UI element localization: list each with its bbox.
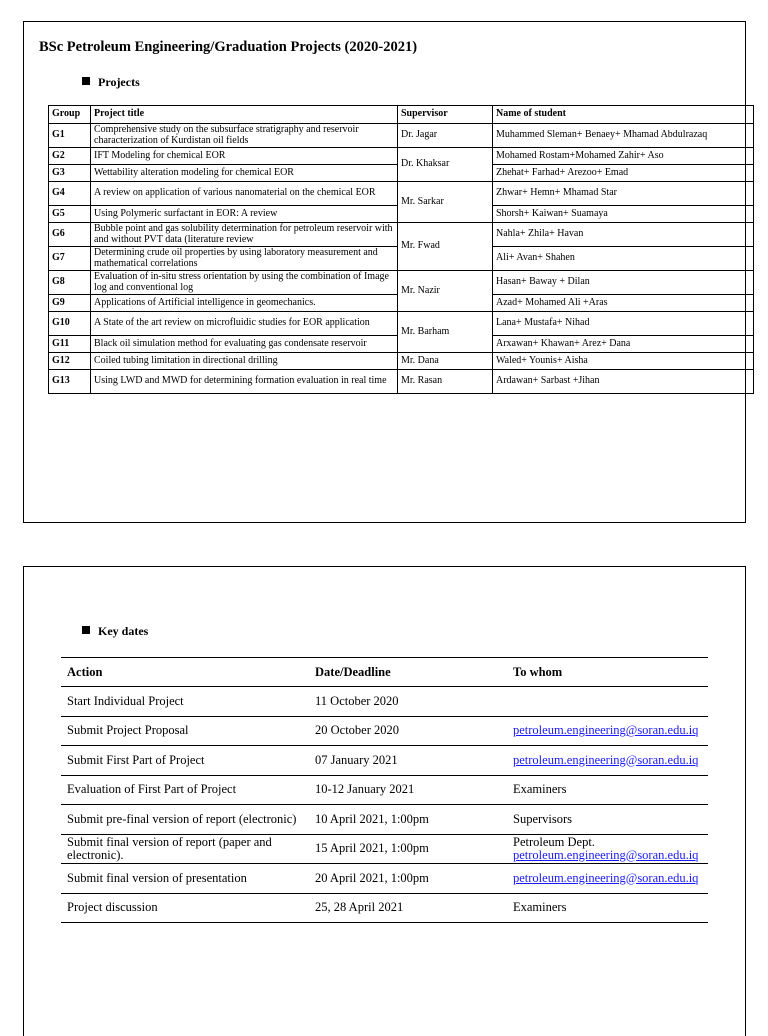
table-row <box>49 223 754 247</box>
title-cell: Using Polymeric surfactant in EOR: A review <box>91 206 398 223</box>
students-cell: Waled+ Younis+ Aisha <box>493 353 754 370</box>
group-cell: G4 <box>49 182 91 206</box>
supervisor-cell: Mr. Nazir <box>398 271 493 312</box>
projects-table <box>48 105 754 394</box>
action-cell: Submit Project Proposal <box>61 716 309 746</box>
students-cell: Nahla+ Zhila+ Havan <box>493 223 754 247</box>
students-cell: Zhehat+ Farhad+ Arezoo+ Emad <box>493 165 754 182</box>
supervisor-cell: Dr. Khaksar <box>398 148 493 182</box>
group-cell: G7 <box>49 247 91 271</box>
date-cell: 07 January 2021 <box>309 746 507 776</box>
key-dates-section-heading <box>82 624 148 639</box>
supervisor-cell: Mr. Rasan <box>398 370 493 394</box>
header-to-whom: To whom <box>507 658 708 687</box>
students-cell: Ali+ Avan+ Shahen <box>493 247 754 271</box>
title-cell: A review on application of various nanomaterial on the chemical EOR <box>91 182 398 206</box>
students-cell: Muhammed Sleman+ Benaey+ Mhamad Abdulrazaq <box>493 124 754 148</box>
group-cell: G2 <box>49 148 91 165</box>
to-whom-cell: Examiners <box>507 775 708 805</box>
group-cell: G12 <box>49 353 91 370</box>
table-row <box>49 182 754 206</box>
title-cell: Black oil simulation method for evaluating gas condensate reservoir <box>91 336 398 353</box>
supervisor-cell: Dr. Jagar <box>398 124 493 148</box>
date-cell: 25, 28 April 2021 <box>309 893 507 923</box>
email-link[interactable]: petroleum.engineering@soran.edu.iq <box>513 870 699 885</box>
students-cell: Ardawan+ Sarbast +Jihan <box>493 370 754 394</box>
group-cell: G11 <box>49 336 91 353</box>
title-cell: Evaluation of in-situ stress orientation by using the combination of Image log and conventional log <box>91 271 398 295</box>
supervisor-cell: Mr. Dana <box>398 353 493 370</box>
table-row <box>61 775 708 805</box>
table-row <box>49 370 754 394</box>
action-cell: Submit final version of presentation <box>61 864 309 894</box>
title-cell: Determining crude oil properties by using laboratory measurement and mathematical correlations <box>91 247 398 271</box>
square-bullet-icon <box>82 77 90 85</box>
to-whom-cell <box>507 864 708 894</box>
to-whom-cell <box>507 716 708 746</box>
group-cell: G9 <box>49 295 91 312</box>
table-row <box>49 353 754 370</box>
key-dates-header <box>61 658 708 687</box>
document-page-2 <box>23 566 746 1036</box>
students-cell: Zhwar+ Hemn+ Mhamad Star <box>493 182 754 206</box>
group-cell: G10 <box>49 312 91 336</box>
supervisor-cell: Mr. Fwad <box>398 223 493 271</box>
action-cell: Submit First Part of Project <box>61 746 309 776</box>
table-row <box>61 864 708 894</box>
title-cell: A State of the art review on microfluidic studies for EOR application <box>91 312 398 336</box>
date-cell: 10 April 2021, 1:00pm <box>309 805 507 835</box>
email-link[interactable]: petroleum.engineering@soran.edu.iq <box>513 752 699 767</box>
table-row <box>49 124 754 148</box>
group-cell: G5 <box>49 206 91 223</box>
title-cell: IFT Modeling for chemical EOR <box>91 148 398 165</box>
title-cell: Applications of Artificial intelligence in geomechanics. <box>91 295 398 312</box>
title-cell: Comprehensive study on the subsurface stratigraphy and reservoir characterization of Kurdistan oil fields <box>91 124 398 148</box>
to-whom-cell <box>507 687 708 717</box>
document-title: BSc Petroleum Engineering/Graduation Projects (2020-2021) <box>39 39 418 55</box>
students-cell: Arxawan+ Khawan+ Arez+ Dana <box>493 336 754 353</box>
table-row <box>49 312 754 336</box>
document-page-1 <box>23 21 746 523</box>
date-cell: 20 April 2021, 1:00pm <box>309 864 507 894</box>
group-cell: G13 <box>49 370 91 394</box>
to-whom-cell: Examiners <box>507 893 708 923</box>
action-cell: Project discussion <box>61 893 309 923</box>
students-cell: Azad+ Mohamed Ali +Aras <box>493 295 754 312</box>
header-project-title: Project title <box>91 106 398 124</box>
table-row <box>61 746 708 776</box>
action-cell: Submit final version of report (paper and electronic). <box>61 834 309 864</box>
header-students: Name of student <box>493 106 754 124</box>
to-whom-cell: Supervisors <box>507 805 708 835</box>
supervisor-cell: Mr. Barham <box>398 312 493 353</box>
projects-section-heading <box>82 75 140 90</box>
action-cell: Submit pre-final version of report (electronic) <box>61 805 309 835</box>
group-cell: G3 <box>49 165 91 182</box>
date-cell: 11 October 2020 <box>309 687 507 717</box>
square-bullet-icon <box>82 626 90 634</box>
date-cell: 20 October 2020 <box>309 716 507 746</box>
title-cell: Coiled tubing limitation in directional drilling <box>91 353 398 370</box>
key-dates-section-label: Key dates <box>98 624 149 638</box>
to-whom-cell <box>507 834 708 864</box>
table-row <box>61 716 708 746</box>
projects-section-label: Projects <box>98 75 140 89</box>
email-link[interactable]: petroleum.engineering@soran.edu.iq <box>513 847 699 862</box>
title-cell: Using LWD and MWD for determining formation evaluation in real time <box>91 370 398 394</box>
to-whom-cell <box>507 746 708 776</box>
email-link[interactable]: petroleum.engineering@soran.edu.iq <box>513 723 699 738</box>
students-cell: Hasan+ Baway + Dilan <box>493 271 754 295</box>
action-cell: Start Individual Project <box>61 687 309 717</box>
students-cell: Shorsh+ Kaiwan+ Suamaya <box>493 206 754 223</box>
students-cell: Lana+ Mustafa+ Nihad <box>493 312 754 336</box>
group-cell: G1 <box>49 124 91 148</box>
header-supervisor: Supervisor <box>398 106 493 124</box>
date-cell: 10-12 January 2021 <box>309 775 507 805</box>
table-row <box>61 834 708 864</box>
supervisor-cell: Mr. Sarkar <box>398 182 493 223</box>
header-date: Date/Deadline <box>309 658 507 687</box>
group-cell: G8 <box>49 271 91 295</box>
table-row <box>61 805 708 835</box>
table-row <box>61 893 708 923</box>
key-dates-table <box>61 657 708 923</box>
projects-table-header <box>49 106 754 124</box>
header-group: Group <box>49 106 91 124</box>
date-cell: 15 April 2021, 1:00pm <box>309 834 507 864</box>
title-cell: Wettability alteration modeling for chemical EOR <box>91 165 398 182</box>
header-action: Action <box>61 658 309 687</box>
table-row <box>61 687 708 717</box>
dept-label: Petroleum Dept. <box>513 834 595 849</box>
group-cell: G6 <box>49 223 91 247</box>
table-row <box>49 271 754 295</box>
students-cell: Mohamed Rostam+Mohamed Zahir+ Aso <box>493 148 754 165</box>
title-cell: Bubble point and gas solubility determination for petroleum reservoir with and without PVT data (literature review <box>91 223 398 247</box>
action-cell: Evaluation of First Part of Project <box>61 775 309 805</box>
table-row <box>49 148 754 165</box>
